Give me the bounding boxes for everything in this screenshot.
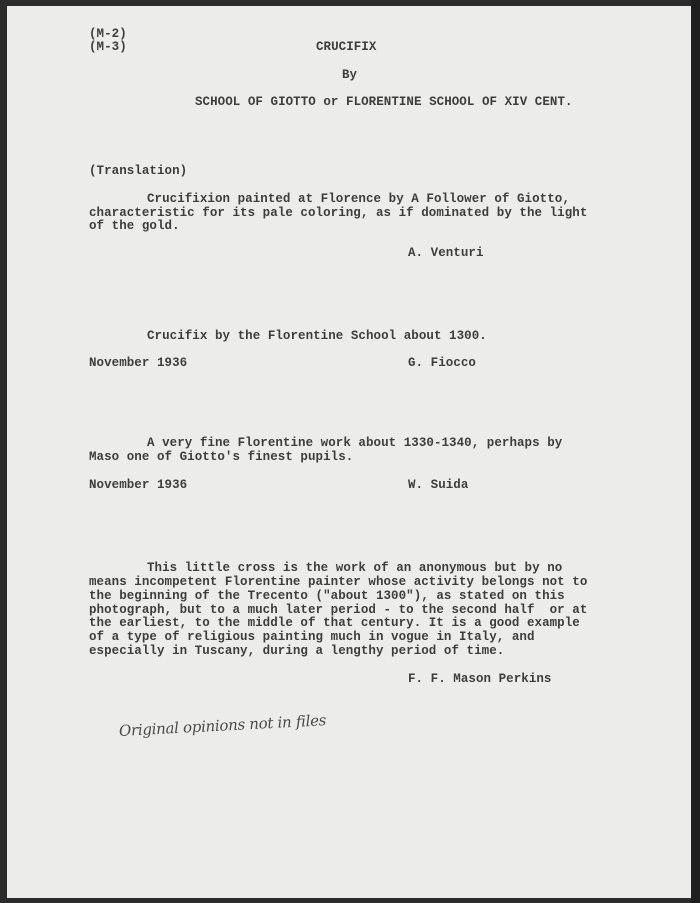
opinion-1-line: of the gold. [89, 219, 180, 233]
handwritten-note: Original opinions not in files [118, 711, 327, 740]
opinion-1-line: Crucifixion painted at Florence by A Follower of Giotto, [147, 192, 570, 206]
opinion-3-date: November 1936 [89, 478, 188, 492]
reference-code-1: (M-2) [89, 27, 127, 41]
opinion-3-line: A very fine Florentine work about 1330-1340, perhaps by [147, 436, 563, 450]
attribution-line: SCHOOL OF GIOTTO or FLORENTINE SCHOOL OF XIV CENT. [195, 95, 573, 109]
opinion-3-line: Maso one of Giotto's finest pupils. [89, 450, 354, 464]
opinion-4-line: photograph, but to a much later period - to the second half or at [89, 603, 588, 617]
reference-code-2: (M-3) [89, 40, 127, 54]
opinion-4-author: F. F. Mason Perkins [408, 672, 552, 686]
opinion-4-line: means incompetent Florentine painter whose activity belongs not to [89, 575, 588, 589]
translation-label: (Translation) [89, 164, 188, 178]
opinion-2-date: November 1936 [89, 356, 188, 370]
opinion-1-author: A. Venturi [408, 246, 484, 260]
opinion-4-line: the earliest, to the middle of that century. It is a good example [89, 616, 580, 630]
opinion-4-line: especially in Tuscany, during a lengthy period of time. [89, 644, 505, 658]
opinion-4-line: This little cross is the work of an anonymous but by no [147, 561, 563, 575]
opinion-4-line: the beginning of the Trecento ("about 1300"), as stated on this [89, 589, 565, 603]
opinion-2-author: G. Fiocco [408, 356, 476, 370]
opinion-3-author: W. Suida [408, 478, 469, 492]
document-page [7, 6, 691, 898]
opinion-2-line: Crucifix by the Florentine School about 1300. [147, 329, 487, 343]
opinion-1-line: characteristic for its pale coloring, as if dominated by the light [89, 206, 588, 220]
opinion-4-line: of a type of religious painting much in vogue in Italy, and [89, 630, 535, 644]
by-line: By [342, 68, 358, 82]
scan-edge [691, 0, 700, 903]
document-title: CRUCIFIX [316, 40, 377, 54]
